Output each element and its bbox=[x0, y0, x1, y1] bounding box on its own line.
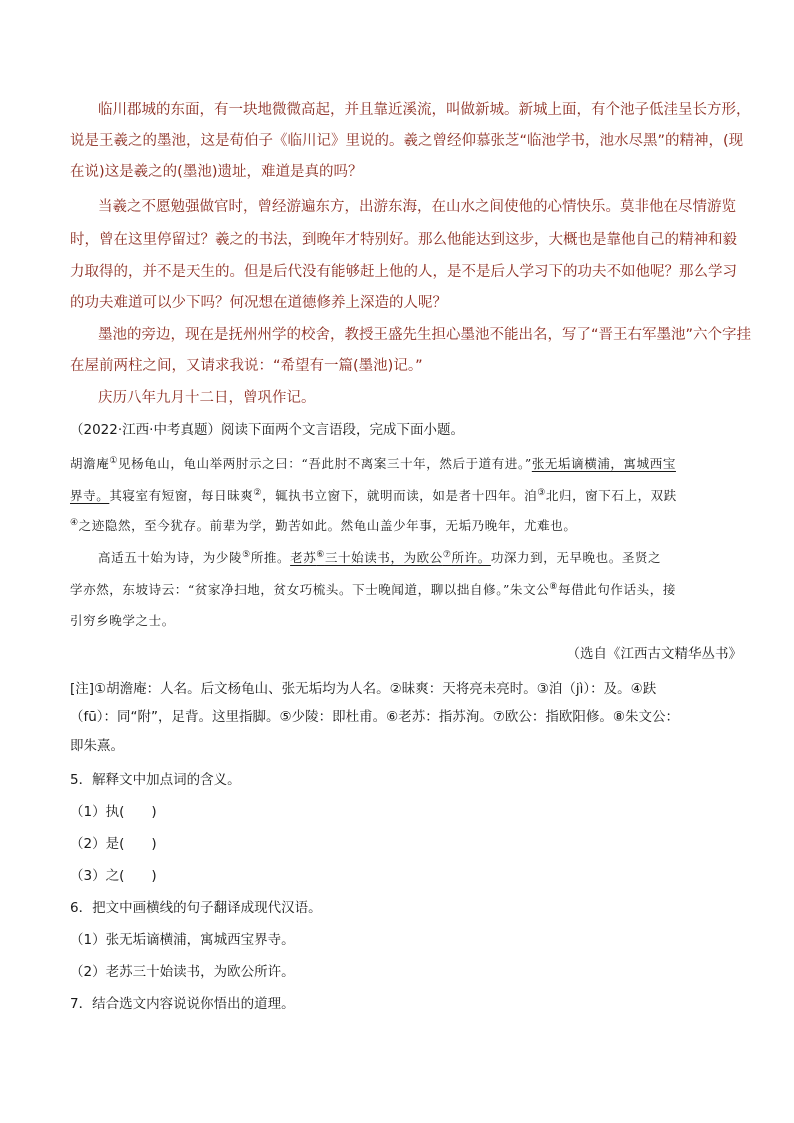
source-attribution: （选自《江西古文精华丛书》 bbox=[566, 646, 742, 662]
classical-line: ④之迹隐然，至今犹存。前辈为学，勤苦如此。然龟山盖少年事，无垢乃晚年，尤难也。 bbox=[70, 517, 577, 533]
classical-line: 引穷乡晚学之士。 bbox=[70, 613, 175, 628]
question-5-2: （2）是( ) bbox=[70, 836, 157, 852]
underlined-sentence: 张无垢谪横浦，寓城西宝 bbox=[531, 456, 676, 471]
classical-line: 界寺。其寝室有短窗，每日昧爽②，辄执书立窗下，就明而读，如是者十四年。洎③北归，窗下石上，双趺 bbox=[70, 487, 677, 503]
classical-line: 胡澹庵①见杨龟山，龟山举两肘示之曰：“吾此肘不离案三十年，然后于道有进。”张无垢谪横浦，寓城西宝 bbox=[70, 455, 676, 471]
underlined-sentence: 老苏⑥三十始读书，为欧公⑦所许。 bbox=[290, 549, 491, 565]
note-line: [注]①胡澹庵：人名。后文杨龟山、张无垢均为人名。②昧爽：天将亮未亮时。③洎（jì）：及。④趺 bbox=[70, 681, 657, 697]
paragraph-line: 在说)这是羲之的(墨池)遗址，难道是真的吗？ bbox=[70, 164, 363, 180]
question-7: 7．结合选文内容说说你悟出的道理。 bbox=[70, 996, 295, 1012]
paragraph-line: 当羲之不愿勉强做官时，曾经游遍东方，出游东海，在山水之间使他的心情快乐。莫非他在尽情游览 bbox=[98, 199, 736, 215]
paragraph-line: 临川郡城的东面，有一块地微微高起，并且靠近溪流，叫做新城。新城上面，有个池子低洼呈长方形， bbox=[98, 102, 751, 118]
paragraph-line: 在屋前两柱之间，又请求我说：“希望有一篇(墨池)记。” bbox=[70, 358, 423, 374]
note-line: （fū）：同“附”，足背。这里指脚。⑤少陵：即杜甫。⑥老苏：指苏洵。⑦欧公：指欧阳修。⑧朱文公： bbox=[70, 709, 679, 725]
classical-line: 高适五十始为诗，为少陵⑤所推。老苏⑥三十始读书，为欧公⑦所许。功深力到，无早晚也。圣贤之 bbox=[98, 549, 662, 565]
paragraph-line: 墨池的旁边，现在是抚州州学的校舍，教授王盛先生担心墨池不能出名，写了“晋王右军墨池”六个字挂 bbox=[98, 327, 752, 343]
question-5-3: （3）之( ) bbox=[70, 868, 157, 884]
classical-line: 学亦然，东坡诗云：“贫家净扫地，贫女巧梳头。下士晚闻道，聊以拙自修。”朱文公⑧每借此句作话头，接 bbox=[70, 581, 676, 597]
question-5: 5．解释文中加点词的含义。 bbox=[70, 772, 241, 788]
paragraph-line: 力取得的，并不是天生的。但是后代没有能够赶上他的人，是不是后人学习下的功夫不如他呢？那么学习 bbox=[70, 264, 737, 280]
question-6: 6．把文中画横线的句子翻译成现代汉语。 bbox=[70, 900, 322, 916]
question-5-1: （1）执( ) bbox=[70, 804, 157, 820]
question-6-2: （2）老苏三十始读书，为欧公所许。 bbox=[70, 964, 295, 980]
underlined-sentence: 界寺。 bbox=[70, 488, 110, 503]
question-6-1: （1）张无垢谪横浦，寓城西宝界寺。 bbox=[70, 932, 295, 948]
paragraph-line: 说是王羲之的墨池，这是荀伯子《临川记》里说的。羲之曾经仰慕张芝“临池学书，池水尽黑”的精神，(现 bbox=[70, 133, 744, 149]
question-intro: （2022·江西·中考真题）阅读下面两个文言语段，完成下面小题。 bbox=[70, 422, 464, 438]
paragraph-line: 庆历八年九月十二日，曾巩作记。 bbox=[98, 390, 316, 406]
note-line: 即朱熹。 bbox=[70, 738, 124, 754]
paragraph-line: 的功夫难道可以少下吗？何况想在道德修养上深造的人呢？ bbox=[70, 295, 447, 311]
paragraph-line: 时，曾在这里停留过？羲之的书法，到晚年才特别好。那么他能达到这步，大概也是靠他自己的精神和毅 bbox=[70, 232, 737, 248]
